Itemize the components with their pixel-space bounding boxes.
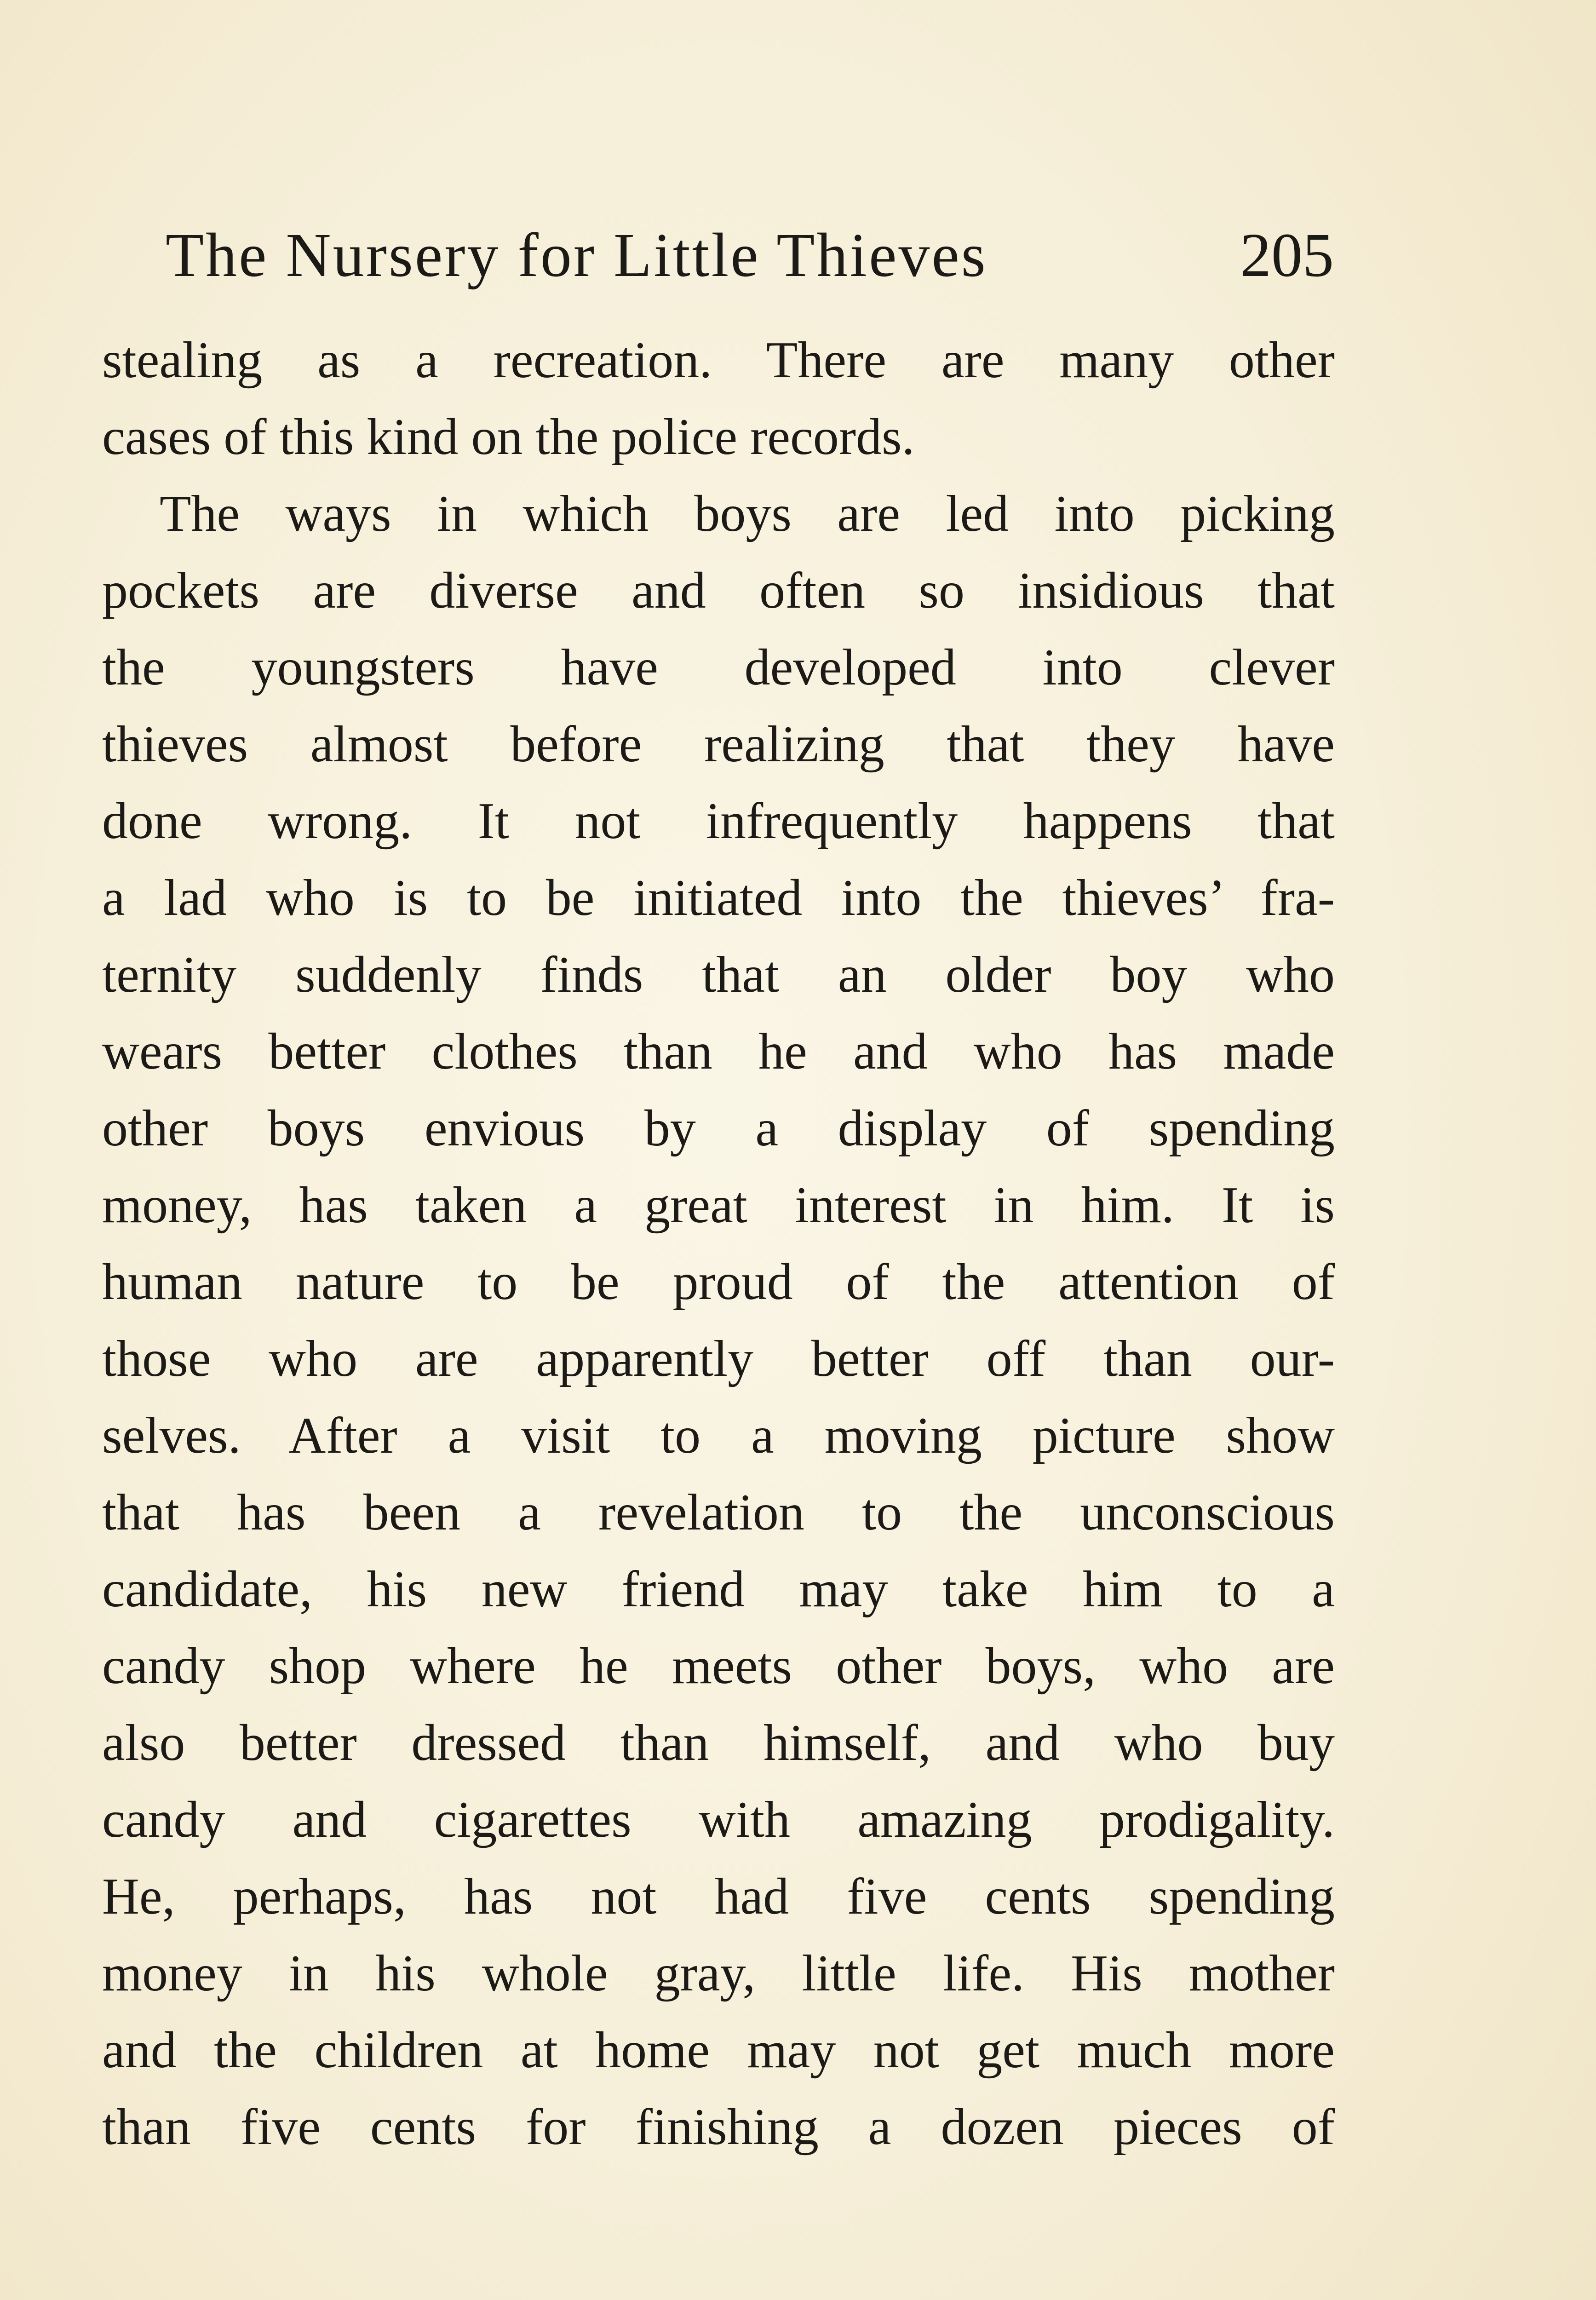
text-line: wears better clothes than he and who has made — [102, 1023, 1335, 1080]
text-line: candy and cigarettes with amazing prodigality. — [102, 1791, 1335, 1848]
text-line: candy shop where he meets other boys, who are — [102, 1638, 1335, 1695]
text-line: and the children at home may not get much more — [102, 2022, 1335, 2079]
text-line: also better dressed than himself, and who buy — [102, 1714, 1335, 1771]
text-line: candidate, his new friend may take him to a — [102, 1561, 1335, 1618]
text-line: than five cents for finishing a dozen pieces of — [102, 2099, 1335, 2156]
body-text — [102, 322, 1335, 2166]
text-line: the youngsters have developed into clever — [102, 639, 1335, 696]
running-head — [166, 209, 1334, 301]
text-line: cases of this kind on the police records. — [102, 408, 915, 466]
page-number: 205 — [1240, 221, 1334, 290]
running-title: The Nursery for Little Thieves — [166, 221, 987, 290]
text-line: He, perhaps, has not had five cents spending — [102, 1868, 1335, 1925]
text-line: stealing as a recreation. There are many other — [102, 332, 1335, 389]
text-line: thieves almost before realizing that they have — [102, 716, 1335, 773]
text-line: money in his whole gray, little life. His mother — [102, 1945, 1335, 2002]
text-line: The ways in which boys are led into picking — [160, 485, 1335, 542]
text-line: a lad who is to be initiated into the thieves’ fra- — [102, 869, 1335, 926]
text-line: selves. After a visit to a moving picture show — [102, 1407, 1335, 1464]
text-line: pockets are diverse and often so insidious that — [102, 562, 1335, 619]
text-line: that has been a revelation to the unconscious — [102, 1484, 1335, 1541]
text-line: those who are apparently better off than our- — [102, 1330, 1335, 1387]
text-line: human nature to be proud of the attention of — [102, 1254, 1335, 1311]
text-line: done wrong. It not infrequently happens that — [102, 793, 1335, 850]
text-line: ternity suddenly finds that an older boy who — [102, 946, 1335, 1003]
text-line: money, has taken a great interest in him. It is — [102, 1177, 1335, 1234]
text-line: other boys envious by a display of spending — [102, 1100, 1335, 1157]
